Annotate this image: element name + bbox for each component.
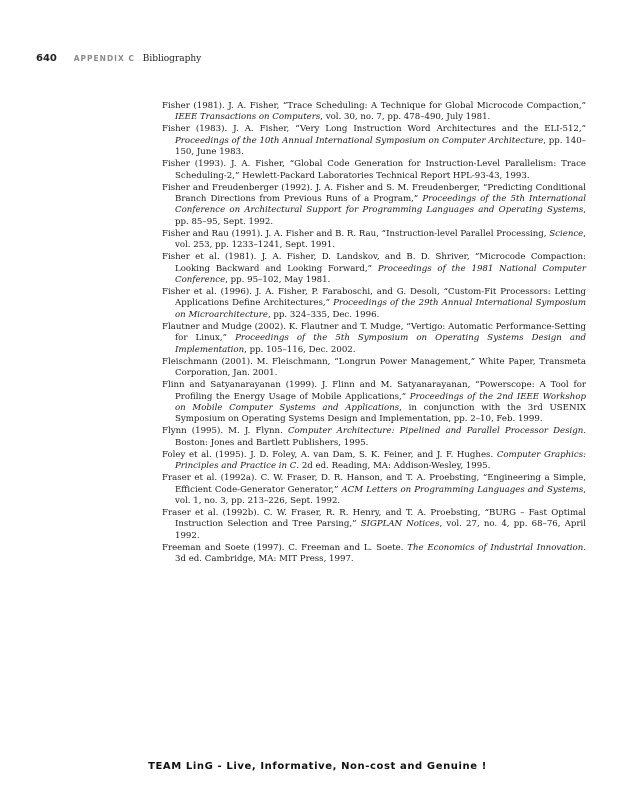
entry-italic: ACM Letters on Programming Languages and Systems <box>341 484 584 495</box>
entry-text: Fraser et al. (1992a). C. W. Fraser, D. R. Hanson, and T. A. Proebsting, “Engineering a Simple, Efficient Code-Generator Generator,” <box>162 473 586 495</box>
entry-italic: The Economics of Industrial Innovation <box>407 542 584 553</box>
bib-entry <box>162 101 586 124</box>
entry-text-end: , pp. 85–95, Sept. 1992. <box>175 205 586 227</box>
entry-text-end: . Boston: Jones and Bartlett Publishers, 1995. <box>175 426 586 448</box>
entry-text: Flynn (1995). M. J. Flynn. <box>162 426 288 437</box>
entry-italic: IEEE Transactions on Computers <box>175 112 321 123</box>
entry-text: Fisher and Freudenberger (1992). J. A. Fisher and S. M. Freudenberger, “Predicting Conditional Branch Directions from Previous Runs of a Program,” <box>162 182 586 205</box>
entry-text-end: , in conjunction with the 3rd USENIX Symposium on Operating Systems Design and Implementation, pp. 2–10, Feb. 1999. <box>175 402 586 425</box>
entry-italic: Computer Graphics: Principles and Practice in C <box>175 449 586 472</box>
entry-text: Fraser et al. (1992b). C. W. Fraser, R. R. Henry, and T. A. Proebsting, “BURG – Fast Optimal Instruction Selection and Tree Parsing,” <box>162 507 586 530</box>
bib-entry <box>162 229 586 252</box>
entry-text: Fisher and Rau (1991). J. A. Fisher and B. R. Rau, “Instruction-level Parallel Processing, <box>162 228 550 239</box>
entry-text-end: , vol. 27, no. 4, pp. 68–76, April 1992. <box>175 519 586 541</box>
entry-italic: SIGPLAN Notices <box>360 519 440 530</box>
appendix-label: APPENDIX C <box>73 54 135 63</box>
bib-entry <box>162 450 586 473</box>
entry-text-end: , pp. 140–150, June 1983. <box>175 135 586 158</box>
entry-italic: Proceedings of the 29th Annual International Symposium on Microarchitecture <box>175 298 586 320</box>
entry-text-end: , vol. 30, no. 7, pp. 478–490, July 1981. <box>320 112 491 123</box>
bib-entry <box>162 124 586 158</box>
bib-entry <box>162 322 586 356</box>
page-number: 640 <box>36 53 57 64</box>
entry-text-end: , pp. 105–116, Dec. 2002. <box>244 344 356 355</box>
entry-text-end: , vol. 253, pp. 1233–1241, Sept. 1991. <box>175 228 586 251</box>
entry-text: Fisher (1981). J. A. Fisher, “Trace Scheduling: A Technique for Global Microcode Compaction,” <box>162 101 586 111</box>
entry-italic: Science <box>549 228 584 239</box>
entry-text: Foley et al. (1995). J. D. Foley, A. van Dam, S. K. Feiner, and J. F. Hughes. <box>162 449 497 460</box>
entry-text: Flinn and Satyanarayanan (1999). J. Flinn and M. Satyanarayanan, “Powerscope: A Tool for Profiling the Energy Usage of Mobile Applications,” <box>162 380 586 402</box>
bib-entry <box>162 287 586 321</box>
bib-entry <box>162 473 586 507</box>
bibliography-list <box>162 101 586 566</box>
bib-entry <box>162 543 586 566</box>
entry-text: Fisher et al. (1996). J. A. Fisher, P. Faraboschi, and G. Desoli, “Custom-Fit Processors: Letting Applications Define Architectures,” <box>162 287 586 309</box>
entry-text: Freeman and Soete (1997). C. Freeman and L. Soete. <box>162 542 408 553</box>
bib-entry <box>162 159 586 182</box>
bib-entry <box>162 357 586 380</box>
entry-text: Flautner and Mudge (2002). K. Flautner and T. Mudge, “Vertigo: Automatic Performance-Setting for Linux,” <box>162 321 586 344</box>
entry-italic: Proceedings of the 5th Symposium on Operating Systems Design and Implementation <box>175 333 586 355</box>
bib-entry <box>162 183 586 229</box>
entry-text-end: , pp. 95–102, May 1981. <box>225 275 331 286</box>
entry-text-end: . 3d ed. Cambridge, MA: MIT Press, 1997. <box>175 542 586 565</box>
entry-text: Fisher (1983). J. A. Fisher, “Very Long Instruction Word Architectures and the ELI-512,” <box>162 124 586 135</box>
running-head <box>36 53 201 64</box>
entry-text: Fisher et al. (1981). J. A. Fisher, D. Landskov, and B. D. Shriver, “Microcode Compaction: Looking Backward and Looking Forward,” <box>162 252 586 274</box>
entry-text-end: , pp. 324–335, Dec. 1996. <box>267 309 380 320</box>
bib-entry <box>162 380 586 426</box>
entry-text: Fleischmann (2001). M. Fleischmann, “Longrun Power Management,” White Paper, Transmeta Corporation, Jan. 2001. <box>162 356 586 379</box>
section-title: Bibliography <box>142 54 202 64</box>
entry-text: Fisher (1993). J. A. Fisher, “Global Code Generation for Instruction-Level Parallelism: Trace Scheduling-2,” Hewlett-Packard Laboratories Technical Report HPL-93-43, 1993. <box>162 159 586 181</box>
entry-italic: Proceedings of the 10th Annual International Symposium on Computer Architecture <box>175 135 544 146</box>
entry-italic: Proceedings of the 5th International Conference on Architectural Support for Programming Languages and Operating Systems <box>175 194 587 216</box>
entry-italic: Computer Architecture: Pipelined and Parallel Processor Design <box>287 426 584 437</box>
entry-text-end: . 2d ed. Reading, MA: Addison-Wesley, 1995. <box>296 461 491 472</box>
entry-italic: Proceedings of the 1981 National Computer Conference <box>175 263 586 286</box>
footer-banner: TEAM LinG - Live, Informative, Non-cost and Genuine ! <box>148 761 487 772</box>
bib-entry <box>162 252 586 286</box>
bib-entry <box>162 426 586 449</box>
bib-entry <box>162 508 586 542</box>
entry-italic: Proceedings of the 2nd IEEE Workshop on Mobile Computer Systems and Applications <box>175 391 586 413</box>
entry-text-end: , vol. 1, no. 3, pp. 213–226, Sept. 1992. <box>175 484 586 506</box>
